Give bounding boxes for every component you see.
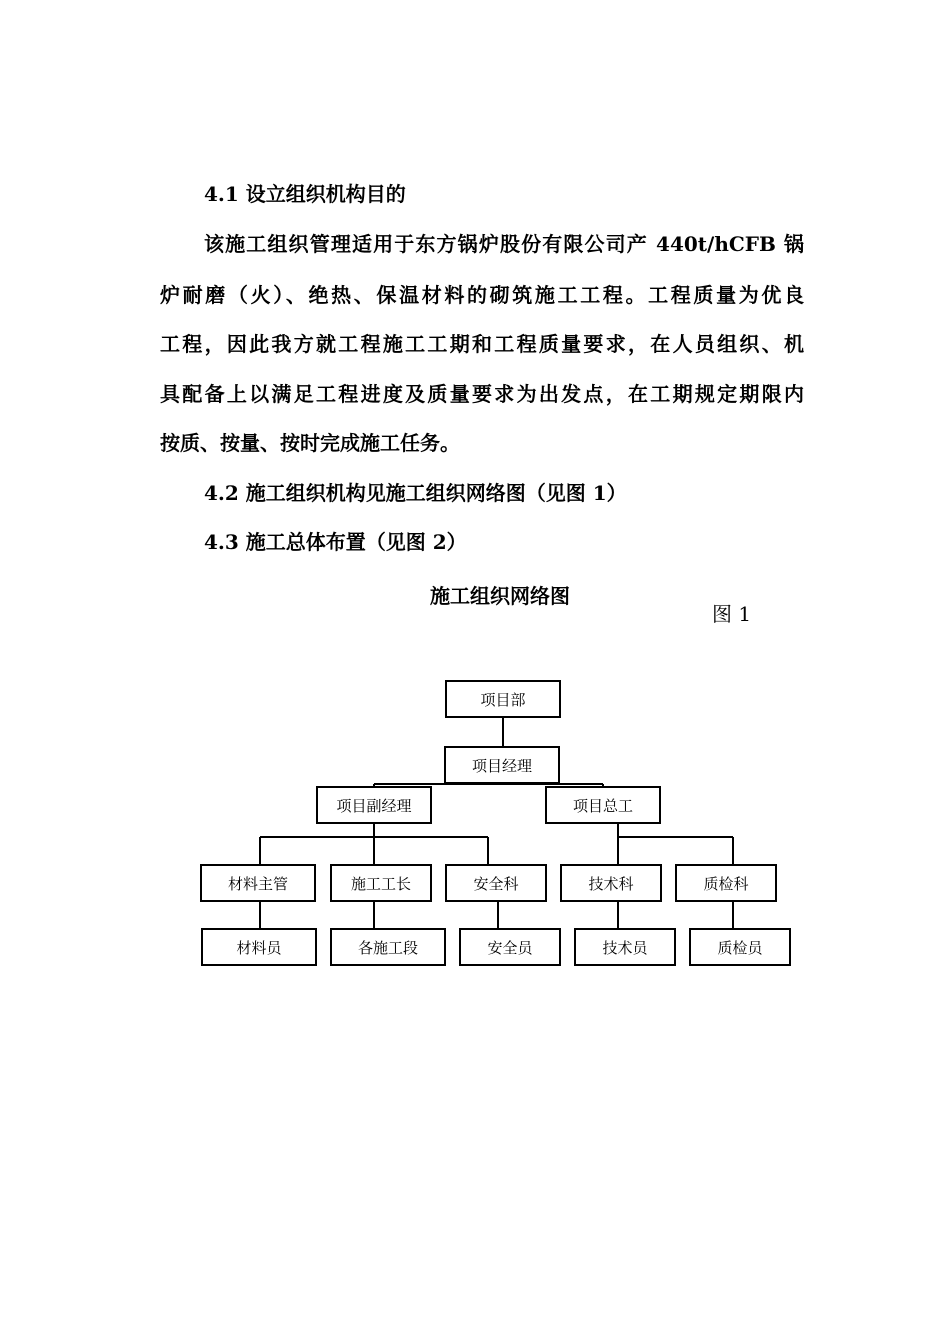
- section-heading-4-3: 4.3 施工总体布置（见图 2）: [204, 530, 467, 554]
- paragraph-line-4: 具配备上以满足工程进度及质量要求为出发点，在工期规定期限内: [160, 382, 804, 406]
- paragraph-line-2: 炉耐磨（火）、绝热、保温材料的砌筑施工工程。工程质量为优良: [160, 283, 804, 307]
- org-node-safety-dept: 安全科: [445, 864, 547, 902]
- org-chart-title: 施工组织网络图: [430, 584, 570, 608]
- org-node-construction-foreman: 施工工长: [330, 864, 432, 902]
- org-node-chief-engineer: 项目总工: [545, 786, 661, 824]
- paragraph-line-3: 工程，因此我方就工程施工工期和工程质量要求，在人员组织、机: [160, 332, 804, 356]
- org-node-material-staff: 材料员: [201, 928, 317, 966]
- section-heading-4-2: 4.2 施工组织机构见施工组织网络图（见图 1）: [204, 481, 627, 505]
- org-node-work-sections: 各施工段: [330, 928, 446, 966]
- org-node-quality-dept: 质检科: [675, 864, 777, 902]
- org-node-deputy-manager: 项目副经理: [316, 786, 432, 824]
- org-node-safety-staff: 安全员: [459, 928, 561, 966]
- org-node-project-manager: 项目经理: [444, 746, 560, 784]
- figure-label: 图 1: [712, 602, 752, 626]
- paragraph-line-5: 按质、按量、按时完成施工任务。: [160, 431, 460, 455]
- org-node-technical-dept: 技术科: [560, 864, 662, 902]
- org-node-project-dept: 项目部: [445, 680, 561, 718]
- org-node-material-supervisor: 材料主管: [200, 864, 316, 902]
- section-heading-4-1: 4.1 设立组织机构目的: [204, 182, 406, 206]
- org-node-quality-inspector: 质检员: [689, 928, 791, 966]
- org-node-technician: 技术员: [574, 928, 676, 966]
- paragraph-line-1: 该施工组织管理适用于东方锅炉股份有限公司产 440t/hCFB 锅: [204, 232, 804, 256]
